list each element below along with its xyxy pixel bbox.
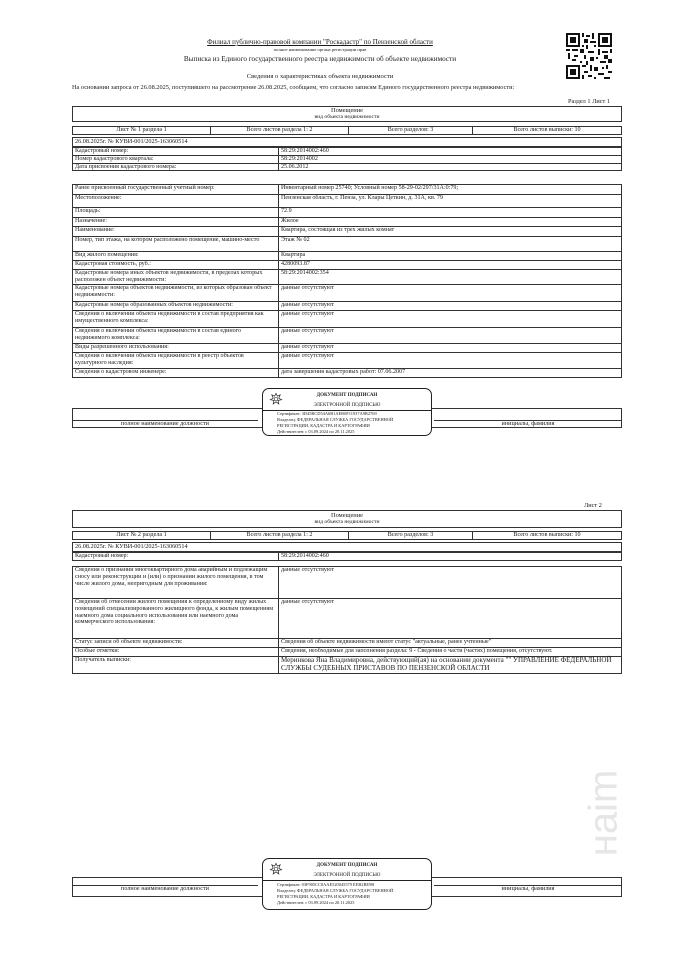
row-label: Виды разрешенного использования: <box>73 344 279 353</box>
row-value: Сведения, необходимые для заполнения раздела: 9 - Сведения о части (частях) помещения, отсутствуют. <box>279 648 622 657</box>
stamp-owner-cont: РЕГИСТРАЦИИ, КАДАСТРА И КАРТОГРАФИИ <box>277 894 370 899</box>
stamp-title: ДОКУМЕНТ ПОДПИСАН <box>316 393 378 398</box>
row-label: Кадастровые номера объектов недвижимости, из которых образован объект недвижимости: <box>73 285 279 302</box>
row-label: Сведения о включении объекта недвижимости в состав единого недвижимого комплекса: <box>73 328 279 344</box>
stamp-title: ДОКУМЕНТ ПОДПИСАН <box>316 863 378 868</box>
row-value: Меринкова Яна Владимировна, действующий(ая) на основании документа "" УПРАВЛЕНИЕ ФЕДЕРАЛЬНОЙ СЛУЖБЫ СУДЕБНЫХ ПРИСТАВОВ ПО ПЕНЗЕНСКОЙ ОБЛАСТИ <box>279 657 622 674</box>
table-row <box>73 252 622 261</box>
row-label: Получатель выписки: <box>73 657 279 674</box>
row-label: Сведения о признании многоквартирного дома аварийным и подлежащим сносу или реконструкции и (или) о признании жилого помещения, в том числе жилого дома, непригодным для проживания: <box>73 567 279 599</box>
row-label: Сведения о кадастровом инженере: <box>73 369 279 378</box>
row-value: 72.9 <box>279 208 622 218</box>
e-signature-stamp <box>262 388 432 436</box>
stamp-owner-cont: РЕГИСТРАЦИИ, КАДАСТРА И КАРТОГРАФИИ <box>277 423 370 428</box>
row-label: Местоположение: <box>73 195 279 208</box>
row-value: 58:29:2014002:354 <box>279 270 622 285</box>
qr-code <box>566 33 612 79</box>
table-row <box>73 195 622 208</box>
row-label: Номер, тип этажа, на котором расположено помещение, машино-место <box>73 237 279 252</box>
basis-statement: На основании запроса от 26.08.2025, поступившего на рассмотрение 26.08.2025, сообщаем, что согласно записям Единого государственного реестра недвижимости: <box>72 84 515 91</box>
sheet2-meta-table <box>72 531 622 540</box>
row-value: данные отсутствуют <box>279 353 622 369</box>
section-title: Сведения о характеристиках объекта недвижимости <box>246 73 394 80</box>
total-doc-sheets: Всего листов выписки: 10 <box>473 532 622 540</box>
table-row <box>73 369 622 378</box>
list-number: Лист № 2 раздела 1 <box>73 532 211 540</box>
position-label: полное наименование должности <box>121 885 209 892</box>
table-row <box>73 208 622 218</box>
table-row <box>73 218 622 227</box>
row-label: Площадь: <box>73 208 279 218</box>
total-section-sheets: Всего листов раздела 1: 2 <box>211 532 349 540</box>
object-type-box-2 <box>72 510 622 528</box>
row-label: Кадастровые номера иных объектов недвижимости, в пределах которых расположен объект недвижимости: <box>73 270 279 285</box>
row-value: Сведения об объекте недвижимости имеют статус "актуальные, ранее учтенные" <box>279 639 622 648</box>
object-type: Помещение <box>330 107 363 114</box>
org-sub: полное наименование органа регистрации прав <box>273 47 367 53</box>
total-sections: Всего разделов: 3 <box>349 127 473 135</box>
row-value: Инвентарный номер 25740; Условный номер 58-29-02/297/31А:0:79; <box>279 185 622 195</box>
stamp-owner: Владелец: ФЕДЕРАЛЬНАЯ СЛУЖБА ГОСУДАРСТВЕННОЙ <box>277 888 394 893</box>
row-value: 4280093.87 <box>279 261 622 270</box>
row-label: Сведения о включении объекта недвижимости в состав предприятия как имущественного комплекса: <box>73 311 279 328</box>
row-value: данные отсутствуют <box>279 344 622 353</box>
list-number: Лист № 1 раздела 1 <box>73 127 211 135</box>
row-label: Кадастровая стоимость, руб.: <box>73 261 279 270</box>
extract-number: 26.08.2025г. № КУВИ-001/2025-163060514 <box>75 543 188 550</box>
sheet2-details-table <box>72 566 622 674</box>
row-value: Пензенская область, г. Пенза, ул. Клары Цеткин, д. 31А, кв. 79 <box>279 195 622 208</box>
extract-number-box <box>72 137 622 147</box>
table-row <box>73 328 622 344</box>
row-label: Кадастровый номер: <box>73 148 279 156</box>
stamp-validity: Действителен: с 03.09.2024 по 20.11.2025 <box>277 900 355 905</box>
table-row <box>73 567 622 599</box>
row-value: Квартира <box>279 252 622 261</box>
table-row <box>73 302 622 311</box>
e-signature-stamp-2 <box>262 858 432 910</box>
row-label: Вид жилого помещения: <box>73 252 279 261</box>
row-value: 58:29:2014002:460 <box>279 148 622 156</box>
row-value: данные отсутствуют <box>279 599 622 639</box>
table-row <box>73 185 622 195</box>
row-label: Дата присвоения кадастрового номера: <box>73 163 279 171</box>
row-value: данные отсутствуют <box>279 285 622 302</box>
sheet1-meta-table <box>72 126 622 135</box>
sheet2-label: Лист 2 <box>584 502 602 509</box>
row-value: данные отсутствуют <box>279 311 622 328</box>
row-label: Сведения об отнесении жилого помещения к определенному виду жилых помещений специализированного жилищного фонда, к жилым помещениям наемного дома социального использования или наемного дома коммерческого использования: <box>73 599 279 639</box>
document-title: Выписка из Единого государственного реестра недвижимости об объекте недвижимости <box>183 55 457 64</box>
object-type-sub: вид объекта недвижимости <box>314 114 380 121</box>
row-label: Сведения о включении объекта недвижимости в реестр объектов культурного наследия: <box>73 353 279 369</box>
stamp-owner: Владелец: ФЕДЕРАЛЬНАЯ СЛУЖБА ГОСУДАРСТВЕННОЙ <box>277 417 394 422</box>
table-row <box>73 148 622 156</box>
initials-label: инициалы, фамилия <box>501 885 555 892</box>
row-value: Жилое <box>279 218 622 227</box>
table-row <box>73 261 622 270</box>
initials-label: инициалы, фамилия <box>501 420 555 427</box>
table-row <box>73 285 622 302</box>
table-row <box>73 163 622 171</box>
sheet2-cadastral-table <box>72 552 622 561</box>
section-label: Раздел 1 Лист 1 <box>568 98 611 105</box>
stamp-validity: Действителен: с 03.09.2024 по 20.11.2025 <box>277 429 355 434</box>
table-row <box>73 599 622 639</box>
row-label: Статус записи об объекте недвижимости: <box>73 639 279 648</box>
stamp-certificate: Сертификат: 03F905CC8AAE520045579 ЕЕВ2BE9B <box>277 882 375 887</box>
row-label: Кадастровые номера образованных объектов недвижимости: <box>73 302 279 311</box>
table-row <box>73 657 622 674</box>
sheet1-details-table <box>72 184 622 378</box>
row-label: Кадастровый номер: <box>73 553 279 561</box>
row-value: 25.06.2012 <box>279 163 622 171</box>
total-doc-sheets: Всего листов выписки: 10 <box>473 127 622 135</box>
extract-number: 26.08.2025г. № КУВИ-001/2025-163060514 <box>75 138 188 145</box>
row-value: 58:29:2014002:460 <box>279 553 622 561</box>
watermark: нaim <box>581 769 626 857</box>
object-type-box <box>72 106 622 122</box>
total-sections: Всего разделов: 3 <box>349 532 473 540</box>
sheet1-cadastral-table <box>72 147 622 171</box>
object-type-sub: вид объекта недвижимости <box>314 519 380 526</box>
table-row <box>73 270 622 285</box>
table-row <box>73 344 622 353</box>
row-value: данные отсутствуют <box>279 328 622 344</box>
row-value: данные отсутствуют <box>279 302 622 311</box>
table-row <box>73 155 622 163</box>
row-value: Этаж № 02 <box>279 237 622 252</box>
row-label: Особые отметки: <box>73 648 279 657</box>
stamp-subtitle: ЭЛЕКТРОННОЙ ПОДПИСЬЮ <box>313 873 381 878</box>
extract-number-box-2 <box>72 542 622 552</box>
stamp-subtitle: ЭЛЕКТРОННОЙ ПОДПИСЬЮ <box>313 403 381 408</box>
row-value: 58:29:2014002 <box>279 155 622 163</box>
table-row <box>73 553 622 561</box>
table-row <box>73 227 622 237</box>
table-row <box>73 353 622 369</box>
org-name: Филиал публично-правовой компании "Роскадастр" по Пензенской области <box>207 38 433 46</box>
stamp-certificate: Сертификат: 3D45BCD54A6B1AEB0F11937A9B2769 <box>277 411 377 416</box>
object-type: Помещение <box>330 512 363 519</box>
total-section-sheets: Всего листов раздела 1: 2 <box>211 127 349 135</box>
position-label: полное наименование должности <box>121 420 209 427</box>
table-row <box>73 311 622 328</box>
row-label: Назначение: <box>73 218 279 227</box>
row-value: данные отсутствуют <box>279 567 622 599</box>
table-row <box>73 237 622 252</box>
row-value: Квартира, состоящая из трех жилых комнат <box>279 227 622 237</box>
row-label: Номер кадастрового квартала: <box>73 155 279 163</box>
table-row <box>73 639 622 648</box>
row-label: Наименование: <box>73 227 279 237</box>
row-label: Ранее присвоенный государственный учетный номер: <box>73 185 279 195</box>
row-value: дата завершения кадастровых работ: 07.06.2007 <box>279 369 622 378</box>
